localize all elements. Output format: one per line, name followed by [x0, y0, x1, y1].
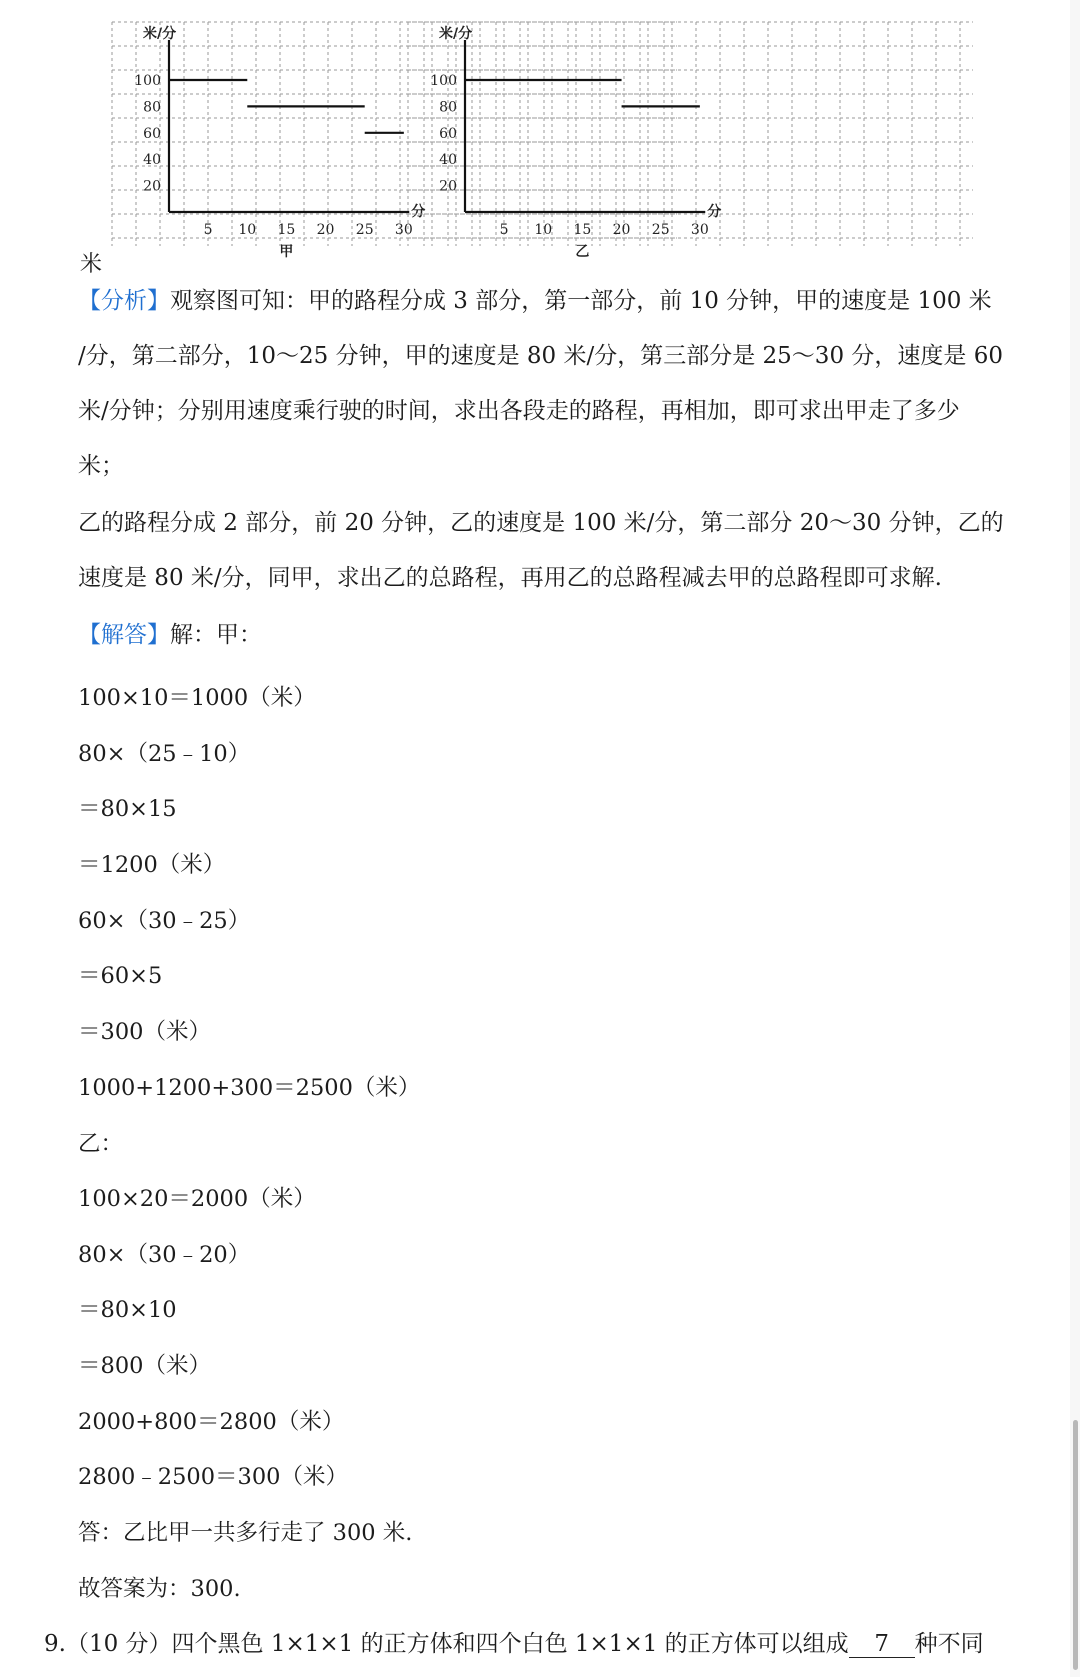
x-tick-label: 20	[316, 222, 335, 238]
y-tick-label: 60	[439, 125, 457, 142]
final-answer-line: 故答案为：300.	[78, 1576, 241, 1602]
question-text: （10 分）四个黑色 1×1×1 的正方体和四个白色 1×1×1 的正方体可以组成	[65, 1631, 849, 1657]
x-tick-label: 5	[203, 222, 213, 238]
chart-title: 乙	[575, 244, 590, 260]
scrollbar-thumb[interactable]	[1073, 1420, 1078, 1670]
x-tick-label: 25	[651, 222, 670, 238]
answer-blank: 7	[849, 1632, 915, 1658]
x-tick-label: 5	[499, 222, 509, 238]
solution-head-line	[78, 622, 1033, 650]
calc-line: 80×（25﹣10）	[78, 741, 251, 767]
calc-line: ＝1200（米）	[78, 852, 226, 878]
question-number: 9.	[44, 1631, 66, 1657]
calc-line: 1000+1200+300＝2500（米）	[78, 1075, 421, 1101]
calc-line: ＝80×15	[78, 796, 177, 822]
x-tick-label: 15	[573, 222, 592, 238]
calc-line: 乙：	[78, 1131, 124, 1157]
calc-line: 100×10＝1000（米）	[78, 685, 316, 711]
x-tick-label: 30	[394, 222, 413, 238]
calc-line: ＝60×5	[78, 963, 163, 989]
calc-line: 100×20＝2000（米）	[78, 1186, 316, 1212]
analysis-tag: 【分析】	[78, 288, 170, 314]
calc-line: ＝800（米）	[78, 1353, 211, 1379]
y-axis-label: 米/分	[143, 26, 177, 42]
analysis-line: 速度是 80 米/分，同甲，求出乙的总路程，再用乙的总路程减去甲的总路程即可求解.	[78, 565, 942, 591]
analysis-line: 米；	[78, 453, 124, 479]
y-tick-label: 40	[439, 152, 457, 169]
calc-line: 60×（30﹣25）	[78, 908, 251, 934]
chart-yi	[408, 22, 973, 262]
x-tick-label: 10	[238, 222, 257, 238]
solution-tag: 【解答】	[78, 622, 170, 648]
y-tick-label: 100	[430, 73, 457, 89]
y-tick-label: 40	[143, 152, 161, 169]
x-tick-label: 15	[277, 222, 296, 238]
x-axis-label: 分	[707, 204, 722, 220]
chart-svg	[408, 22, 973, 262]
analysis-line	[78, 288, 1033, 316]
analysis-line: /分，第二部分，10～25 分钟，甲的速度是 80 米/分，第三部分是 25～30 分，速度是 60	[78, 343, 1003, 369]
analysis-line: 乙的路程分成 2 部分，前 20 分钟，乙的速度是 100 米/分，第二部分 20～30 分钟，乙的	[78, 510, 1004, 536]
calc-line: 2000+800＝2800（米）	[78, 1409, 345, 1435]
analysis-text: 观察图可知：甲的路程分成 3 部分，第一部分，前 10 分钟，甲的速度是 100 米	[170, 288, 992, 314]
unit-text: 米	[80, 252, 103, 277]
y-tick-label: 60	[143, 125, 161, 142]
solution-head: 解：甲：	[170, 622, 262, 648]
y-tick-label: 20	[439, 178, 457, 195]
y-tick-label: 80	[143, 99, 161, 116]
answer-line: 答：乙比甲一共多行走了 300 米.	[78, 1520, 413, 1546]
x-tick-label: 10	[534, 222, 553, 238]
x-tick-label: 20	[612, 222, 631, 238]
y-tick-label: 80	[439, 99, 457, 116]
y-axis-label: 米/分	[439, 26, 473, 42]
y-tick-label: 20	[143, 178, 161, 195]
question-text-tail: 种不同	[914, 1631, 984, 1657]
calc-line: ＝300（米）	[78, 1019, 211, 1045]
x-tick-label: 30	[690, 222, 709, 238]
calc-line: 2800﹣2500＝300（米）	[78, 1464, 348, 1490]
calc-line: ＝80×10	[78, 1297, 177, 1323]
chart-title: 甲	[279, 244, 294, 260]
y-tick-label: 100	[134, 73, 161, 89]
x-axis-label: 分	[411, 204, 426, 220]
calc-line: 80×（30﹣20）	[78, 1242, 251, 1268]
analysis-line: 米/分钟；分别用速度乘行驶的时间，求出各段走的路程，再相加，即可求出甲走了多少	[78, 398, 960, 424]
x-tick-label: 25	[355, 222, 374, 238]
question-9	[44, 1625, 984, 1658]
